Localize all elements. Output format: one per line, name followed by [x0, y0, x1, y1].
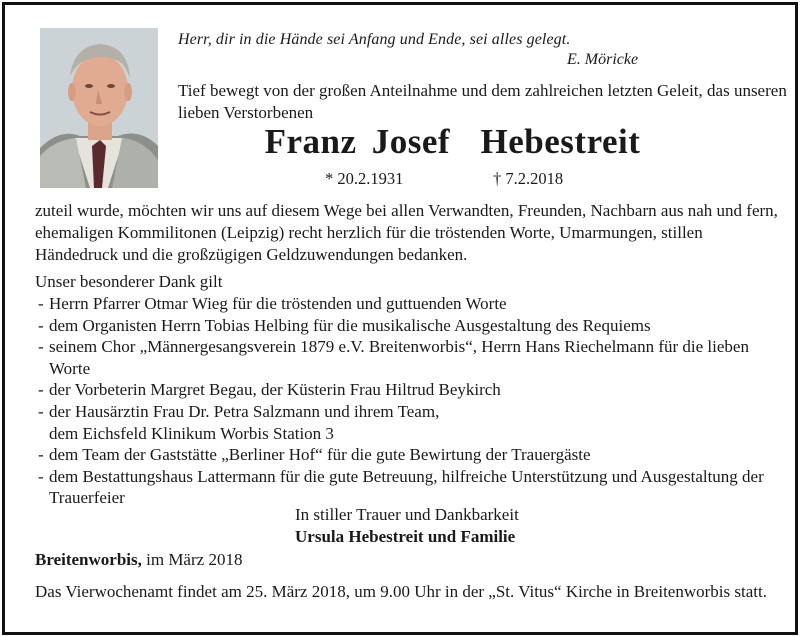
closing-line: In stiller Trauer und Dankbarkeit — [295, 505, 519, 524]
thanks-item-text: der Hausärztin Frau Dr. Petra Salzmann und ihrem Team, — [49, 401, 440, 421]
thanks-list — [35, 293, 785, 509]
birth-date: * 20.2.1931 — [325, 169, 404, 188]
thanks-item — [35, 444, 785, 466]
thanks-item — [35, 401, 785, 444]
thanks-item-text: seinem Chor „Männergesangsverein 1879 e.V. Breitenworbis“, Herrn Hans Riechelmann für die lieben Worte — [49, 337, 749, 378]
epigraph-author: E. Möricke — [567, 51, 639, 68]
epigraph-quote: Herr, dir in die Hände sei Anfang und Ende, sei alles gelegt. — [178, 31, 571, 48]
thanks-item-text: dem Bestattungshaus Lattermann für die gute Betreuung, hilfreiche Unterstützung und Ausgestaltung der Trauerfeier — [49, 466, 764, 508]
thanks-heading: Unser besonderer Dank gilt — [35, 272, 223, 291]
thanks-item-continuation: dem Eichsfeld Klinikum Worbis Station 3 — [49, 423, 334, 443]
thanks-item — [35, 315, 785, 337]
thanks-item — [35, 466, 785, 509]
body-text: zuteil wurde, möchten wir uns auf diesem Wege bei allen Verwandten, Freunden, Nachbarn aus nah und fern, ehemaligen Kommilitonen (Leipzig) recht herzlich für die tröstenden Worte, Umarmungen, stillen Händedruck und die großzügigen Geldzuwendungen bedanken. — [35, 201, 778, 264]
obituary-notice — [2, 2, 798, 635]
thanks-item-text: dem Team der Gaststätte „Berliner Hof“ für die gute Bewirtung der Trauergäste — [49, 445, 591, 465]
thanks-item — [35, 379, 785, 401]
thanks-item-text: der Vorbeterin Margret Begau, der Küsterin Frau Hiltrud Beykirch — [49, 380, 501, 400]
thanks-item-text: Herrn Pfarrer Otmar Wieg für die tröstenden und guttuenden Worte — [49, 294, 507, 313]
thanks-item-text: dem Organisten Herrn Tobias Helbing für die musikalische Ausgestaltung des Requiems — [49, 315, 651, 335]
signers: Ursula Hebestreit und Familie — [295, 527, 516, 546]
deceased-name: Franz Josef Hebestreit — [264, 122, 641, 161]
place-month: im März 2018 — [141, 550, 243, 569]
thanks-item — [35, 336, 785, 379]
intro-text: Tief bewegt von der großen Anteilnahme und dem zahlreichen letzten Geleit, das unseren lieben Verstorbenen — [178, 81, 787, 122]
portrait-photo — [40, 28, 158, 188]
memorial-notice: Das Vierwochenamt findet am 25. März 2018, um 9.00 Uhr in der „St. Vitus“ Kirche in Breitenworbis statt. — [35, 582, 767, 601]
thanks-item — [35, 293, 785, 315]
place-date — [35, 550, 242, 570]
death-date: † 7.2.2018 — [493, 169, 564, 188]
place-town: Breitenworbis, — [35, 550, 142, 569]
